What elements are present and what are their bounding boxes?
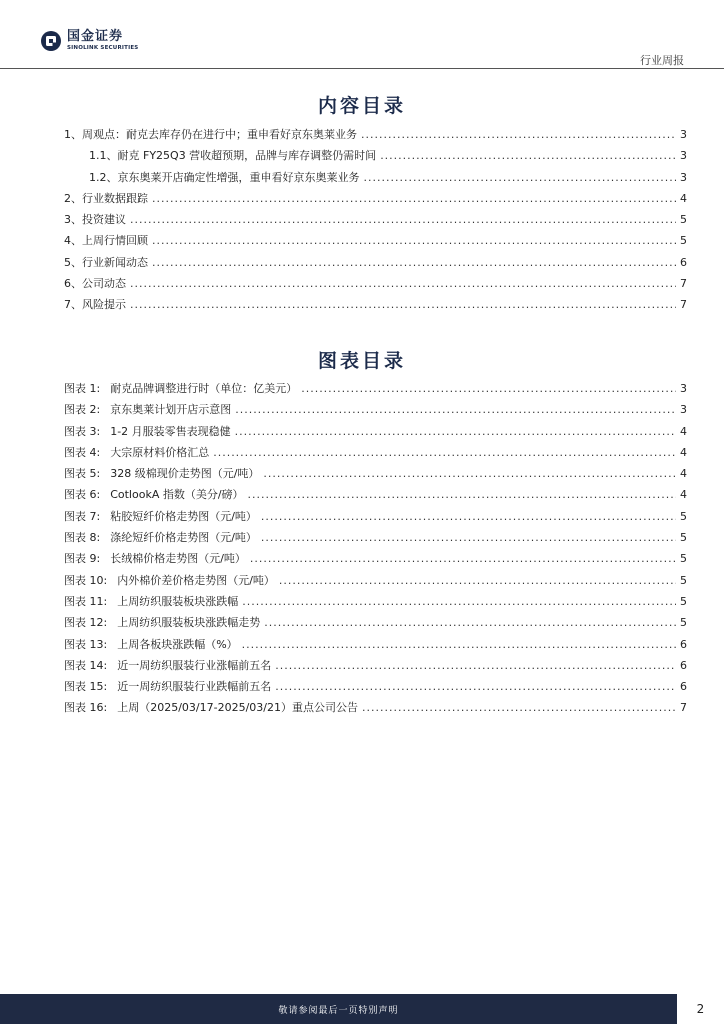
entry-page-number: 5: [680, 616, 687, 630]
figure-entry[interactable]: [64, 614, 687, 635]
figure-list: [64, 380, 687, 721]
dot-leader: [362, 701, 676, 714]
figure-number: 图表 6:: [64, 488, 101, 502]
entry-page-number: 4: [680, 191, 687, 205]
entry-page-number: 5: [680, 509, 687, 523]
figure-number: 图表 11:: [64, 594, 108, 608]
figure-number: 图表 4:: [64, 445, 101, 459]
figure-number: 图表 12:: [64, 616, 108, 630]
toc-title: 内容目录: [317, 95, 406, 117]
entry-page-number: 5: [680, 213, 687, 227]
toc-entry[interactable]: [64, 169, 687, 190]
entry-page-number: 3: [680, 403, 687, 417]
toc-entry-label: 7、风险提示: [64, 298, 126, 312]
dot-leader: [261, 510, 676, 523]
toc-entry-label: 6、公司动态: [64, 277, 126, 291]
entry-page-number: 3: [680, 170, 687, 184]
figure-number: 图表 14:: [64, 658, 108, 672]
figure-entry-label: 粘胶短纤价格走势图（元/吨）: [110, 509, 257, 523]
entry-page-number: 5: [680, 531, 687, 545]
figure-entry[interactable]: [64, 423, 687, 444]
figure-entry-label: 上周纺织服装板块涨跌幅: [117, 594, 239, 608]
figure-number: 图表 5:: [64, 467, 101, 481]
dot-leader: [279, 574, 676, 587]
figure-entry[interactable]: [64, 380, 687, 401]
dot-leader: [248, 488, 676, 501]
figure-number: 图表 3:: [64, 424, 101, 438]
entry-page-number: 6: [680, 637, 687, 651]
figure-number: 图表 8:: [64, 531, 101, 545]
entry-page-number: 3: [680, 128, 687, 141]
figure-entry[interactable]: [64, 678, 687, 699]
figure-entry[interactable]: [64, 486, 687, 507]
dot-leader: [152, 192, 676, 205]
dot-leader: [130, 277, 676, 290]
figure-entry-label: 长绒棉价格走势图（元/吨）: [110, 552, 246, 566]
toc-entry-label: 1.2、京东奥莱开店确定性增强，重申看好京东奥莱业务: [89, 170, 360, 184]
figure-entry-label: 1-2 月服装零售表现稳健: [110, 424, 231, 438]
toc-entry[interactable]: [64, 275, 687, 296]
figure-entry[interactable]: [64, 699, 687, 720]
figure-entry-label: CotlookA 指数（美分/磅）: [110, 488, 244, 502]
entry-page-number: 4: [680, 488, 687, 502]
toc-list: [64, 126, 687, 318]
figure-number: 图表 9:: [64, 552, 101, 566]
dot-leader: [250, 552, 676, 565]
entry-page-number: 5: [680, 552, 687, 566]
entry-page-number: 6: [680, 255, 687, 269]
figure-number: 图表 13:: [64, 637, 108, 651]
figure-entry-label: 涤纶短纤价格走势图（元/吨）: [110, 531, 257, 545]
figure-entry-label: 上周（2025/03/17-2025/03/21）重点公司公告: [117, 701, 358, 715]
dot-leader: [261, 531, 676, 544]
toc-entry-label: 2、行业数据跟踪: [64, 191, 148, 205]
toc-entry-label: 3、投资建议: [64, 213, 126, 227]
figure-entry[interactable]: [64, 465, 687, 486]
dot-leader: [263, 467, 676, 480]
figure-entry-label: 上周纺织服装板块涨跌幅走势: [117, 616, 261, 630]
dot-leader: [152, 256, 676, 269]
figure-entry-label: 大宗原材料价格汇总: [110, 445, 210, 459]
brand-logo: [40, 30, 138, 52]
entry-page-number: 7: [680, 298, 687, 312]
entry-page-number: 6: [680, 680, 687, 694]
figure-entry[interactable]: [64, 657, 687, 678]
brand-name-cn: 国金证券: [67, 29, 124, 44]
entry-page-number: 4: [680, 467, 687, 481]
figure-number: 图表 2:: [64, 403, 101, 417]
dot-leader: [242, 595, 676, 608]
entry-page-number: 5: [680, 573, 687, 587]
figure-entry-label: 近一周纺织服装行业涨幅前五名: [117, 658, 272, 672]
page-header: [0, 0, 724, 68]
figure-entry-label: 上周各板块涨跌幅（%）: [117, 637, 238, 651]
dot-leader: [301, 382, 676, 395]
dot-leader: [213, 446, 676, 459]
dot-leader: [152, 234, 676, 247]
toc-entry-label: 5、行业新闻动态: [64, 255, 148, 269]
dot-leader: [361, 128, 676, 141]
toc-entry[interactable]: [64, 190, 687, 211]
toc-entry-label: 1、周观点：耐克去库存仍在进行中；重申看好京东奥莱业务: [64, 128, 357, 141]
page-number: 2: [696, 1002, 705, 1016]
toc-entry[interactable]: [64, 296, 687, 317]
dot-leader: [235, 403, 676, 416]
entry-page-number: 3: [680, 149, 687, 163]
dot-leader: [130, 298, 676, 311]
dot-leader: [130, 213, 676, 226]
figure-entry-label: 内外棉价差价格走势图（元/吨）: [117, 573, 275, 587]
figure-entry-label: 耐克品牌调整进行时（单位：亿美元）: [110, 382, 298, 395]
dot-leader: [275, 680, 676, 693]
figure-entry[interactable]: [64, 401, 687, 422]
brand-name-en: SINOLINK SECURITIES: [67, 45, 139, 51]
entry-page-number: 7: [680, 701, 687, 715]
entry-page-number: 3: [680, 382, 687, 395]
dot-leader: [242, 638, 676, 651]
entry-page-number: 7: [680, 277, 687, 291]
figure-entry[interactable]: [64, 593, 687, 614]
header-divider: [0, 68, 724, 69]
figure-number: 图表 1:: [64, 382, 101, 395]
figure-entry-label: 328 级棉现价走势图（元/吨）: [110, 467, 260, 481]
entry-page-number: 5: [680, 234, 687, 248]
dot-leader: [264, 616, 676, 629]
toc-entry-label: 4、上周行情回顾: [64, 234, 148, 248]
entry-page-number: 6: [680, 658, 687, 672]
figure-number: 图表 7:: [64, 509, 101, 523]
figure-entry[interactable]: [64, 508, 687, 529]
disclaimer-note: 敬请参阅最后一页特别声明: [278, 1006, 399, 1016]
entry-page-number: 4: [680, 424, 687, 438]
report-type-label: 行业周报: [640, 54, 684, 67]
dot-leader: [275, 659, 676, 672]
toc-entry[interactable]: [64, 232, 687, 253]
entry-page-number: 4: [680, 445, 687, 459]
figure-entry-label: 近一周纺织服装行业跌幅前五名: [117, 680, 272, 694]
toc-entry[interactable]: [64, 126, 687, 147]
toc-entry[interactable]: [64, 254, 687, 275]
toc-entry[interactable]: [64, 147, 687, 168]
figure-number: 图表 16:: [64, 701, 108, 715]
page-footer: [0, 994, 724, 1024]
figure-list-title: 图表目录: [317, 350, 406, 372]
entry-page-number: 5: [680, 594, 687, 608]
dot-leader: [235, 425, 676, 438]
figure-entry[interactable]: [64, 444, 687, 465]
figure-entry[interactable]: [64, 550, 687, 571]
dot-leader: [364, 171, 677, 184]
dot-leader: [380, 149, 676, 162]
figure-entry[interactable]: [64, 529, 687, 550]
sinolink-logo-icon: [40, 30, 62, 52]
figure-entry[interactable]: [64, 636, 687, 657]
figure-number: 图表 10:: [64, 573, 108, 587]
figure-entry-label: 京东奥莱计划开店示意图: [110, 403, 232, 417]
figure-entry[interactable]: [64, 572, 687, 593]
toc-entry-label: 1.1、耐克 FY25Q3 营收超预期，品牌与库存调整仍需时间: [89, 149, 377, 163]
toc-entry[interactable]: [64, 211, 687, 232]
figure-number: 图表 15:: [64, 680, 108, 694]
